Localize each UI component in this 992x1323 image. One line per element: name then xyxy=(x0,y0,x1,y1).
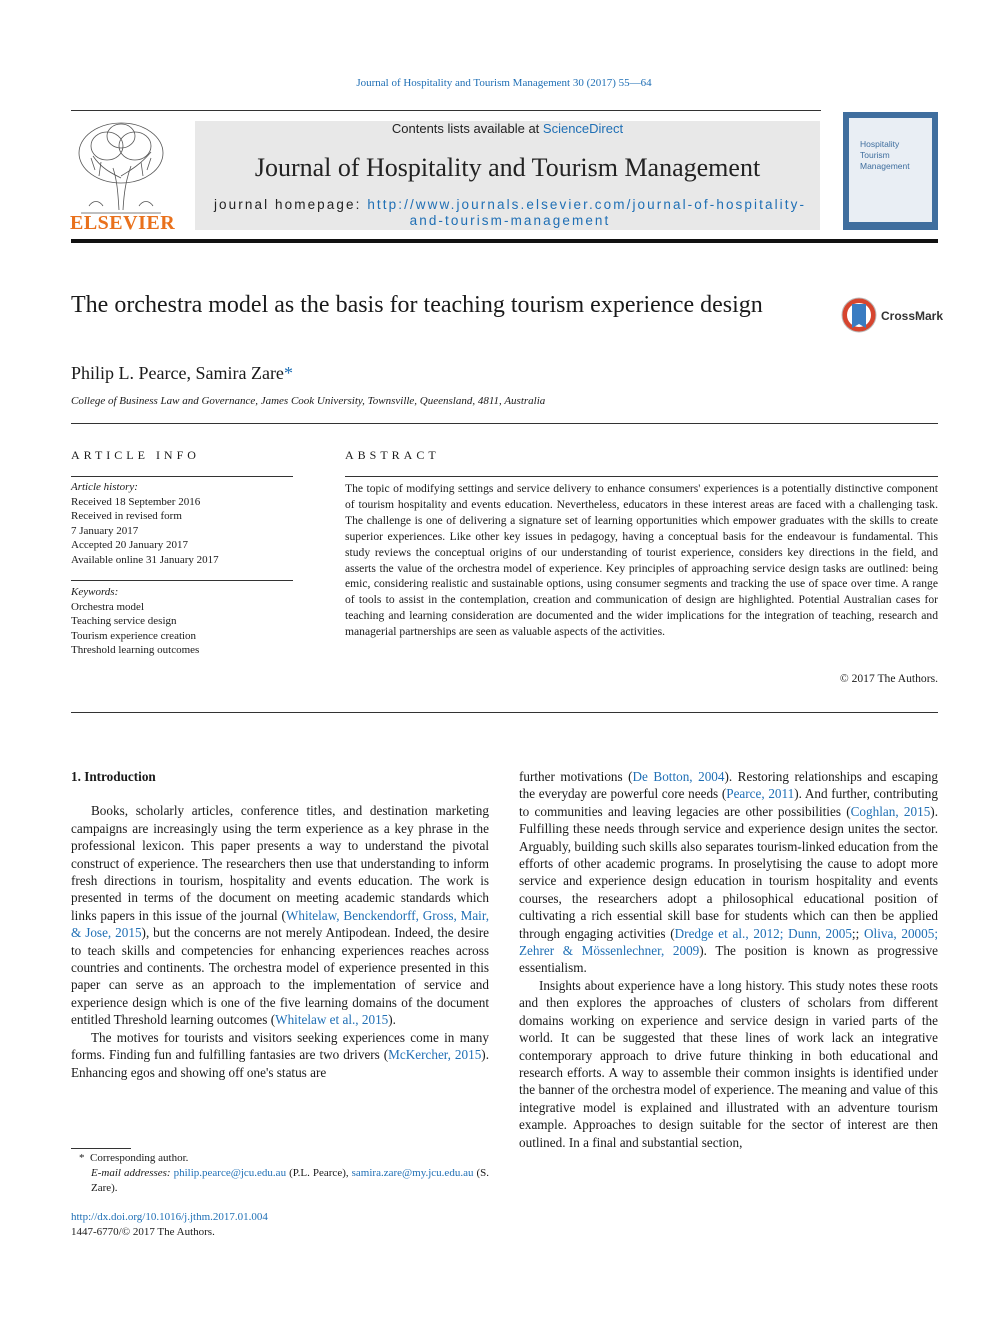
divider xyxy=(71,476,293,477)
divider xyxy=(345,476,938,477)
author-names: Philip L. Pearce, Samira Zare xyxy=(71,363,284,383)
crossmark-label[interactable]: CrossMark xyxy=(881,309,944,323)
paragraph: further motivations (De Botton, 2004). Restoring relationships and escaping the everyday are powerful core needs (Pearce, 2011). And further, contributing to communities and leaving legacies are other possibilities (Coghlan, 2015). Fulfilling these needs through service and experience design unites the sector. Arguably, building such skills also separates tourism-linked education from the efforts of other academic programs. In proselytising the cause to adopt more service and experience design education in tourism hospitality and events courses, the researchers adopt a philosophical educational position of cultivating a rich essential skill base for students which can then be applied through engaging activities (Dredge et al., 2012; Dunn, 2005;; Oliva, 20005; Zehrer & Mössenlechner, 2009). The position is known as progressive essentialism. xyxy=(519,769,939,976)
authors-line xyxy=(71,363,293,384)
header-divider xyxy=(71,239,938,243)
history-item: Accepted 20 January 2017 xyxy=(71,539,188,551)
citation-link[interactable]: De Botton, 2004 xyxy=(632,769,725,784)
homepage-prefix: journal homepage: xyxy=(213,197,368,212)
body-column-right xyxy=(519,768,938,1151)
history-item: Received 18 September 2016 xyxy=(71,495,201,508)
citation-link[interactable]: Pearce, 2011 xyxy=(726,786,795,802)
divider xyxy=(71,423,938,424)
keyword: Orchestra model xyxy=(71,600,144,613)
keyword: Tourism experience creation xyxy=(71,629,197,642)
abstract-copyright: © 2017 The Authors. xyxy=(839,672,938,685)
corresponding-author-mark[interactable]: * xyxy=(283,363,293,383)
issn-line: 1447-6770/© 2017 The Authors. xyxy=(71,1226,215,1238)
paragraph: Books, scholarly articles, conference titles, and destination marketing campaigns are increasingly using the term experience as a key phrase in the professional lexicon. This paper presents a way to understand the pivotal construct of experience. The researchers then use that understanding to inform fresh directions in tourism, hospitality and events education. The work is presented in terms of the document on meeting academic standards which links papers in this issue of the journal (Whitelaw, Benckendorff, Gross, Mair, & Jose, 2015), but the concerns are not merely Antipodean. Indeed, the desire to teach skills and competencies for enhancing experiences reaches across countries and continents. The orchestra model of experience presented in this paper can serve as an approach to the implementation of service and experience design which is one of the five learning domains of the document entitled Threshold learning outcomes (Whitelaw et al., 2015). xyxy=(71,803,490,1028)
divider xyxy=(71,580,293,581)
paragraph: Insights about experience have a long history. This study notes these roots and then explores the approaches of clusters of scholars from different domains working on experience and service design in varied parts of the world. It can be suggested that these lines of work lack an integrative contemporary approach to drive future thinking in both educational and research efforts. A way to assemble their common insights is identified under the banner of the orchestra model of experience. The meaning and value of this integrative model is explained and illustrated with an adventure tourism example. Approaches to design suitable for the sector of interest are then outlined. In a final and substantial section, xyxy=(519,977,938,1150)
doi-link[interactable]: http://dx.doi.org/10.1016/j.jthm.2017.01.004 xyxy=(71,1211,268,1223)
body-column-left xyxy=(71,768,489,1081)
contents-availability xyxy=(195,121,820,136)
email-note: E-mail addresses: philip.pearce@jcu.edu.au (P.L. Pearce), samira.zare@my.jcu.edu.au (S. Zare). xyxy=(91,1167,489,1194)
keyword: Teaching service design xyxy=(71,615,177,627)
journal-title: Journal of Hospitality and Tourism Management xyxy=(254,153,761,182)
email-link[interactable]: samira.zare@my.jcu.edu.au xyxy=(351,1167,474,1179)
sciencedirect-link[interactable]: ScienceDirect xyxy=(542,121,624,136)
footnote-divider xyxy=(71,1148,131,1149)
citation-link[interactable]: Oliva, 20005; Zehrer & Mössenlechner, 2009 xyxy=(519,925,939,959)
publisher-name[interactable]: ELSEVIER xyxy=(70,212,176,234)
journal-cover-title: Hospitality Tourism Management xyxy=(860,139,910,171)
homepage-link[interactable]: http://www.journals.elsevier.com/journal-of-hospitality-and-tourism-management xyxy=(367,197,807,228)
citation-link[interactable]: Dredge et al., 2012; Dunn, 2005 xyxy=(674,925,852,941)
footnote xyxy=(71,1151,489,1196)
citation-link[interactable]: Whitelaw, Benckendorff, Gross, Mair, & Jose, 2015 xyxy=(71,907,490,941)
article-history xyxy=(71,480,219,567)
abstract-text: The topic of modifying settings and service delivery to enhance consumers' experiences is a potentially distinctive component of tourism hospitality and events education. Nevertheless, educators in these interest areas are faced with a challenging task. The challenge is one of delivering a signature set of learning opportunities which empower graduates with the skills to create superior experiences. Like other key issues in pedagogy, having a conceptual basis for the endeavour is fundamental. This study reviews the conceptual origins of our understanding of tourist experience, considers key directions in the field, and asserts the value of the orchestra model of experience. Key principles of approaching service design tasks are outlined: being emic, considering realistic and sustainable options, using consumer segments and tracking the use of space over time. A range of tools to assist in the contemplation, creation and communication of design are highlighted. Potential Australian cases for teaching and learning consideration are documented and the wider implications for the integration of teaching, research and managerial partnerships are seen as valuable aspects of the activities. xyxy=(345,482,938,639)
history-item: Received in revised form xyxy=(71,510,182,522)
doi-block xyxy=(71,1210,268,1240)
history-label: Article history: xyxy=(71,481,138,493)
keyword: Threshold learning outcomes xyxy=(71,644,200,656)
divider xyxy=(71,110,821,111)
journal-citation[interactable]: Journal of Hospitality and Tourism Management 30 (2017) 55—64 xyxy=(356,77,652,89)
keywords xyxy=(71,585,199,658)
article-title: The orchestra model as the basis for teaching tourism experience design xyxy=(71,292,763,318)
paragraph: The motives for tourists and visitors seeking experiences come in many forms. Finding fun and fulfilling fantasies are two drivers (McKercher, 2015). Enhancing egos and showing off one's status are xyxy=(71,1029,489,1080)
email-link[interactable]: philip.pearce@jcu.edu.au xyxy=(173,1167,287,1179)
citation-link[interactable]: Whitelaw et al., 2015 xyxy=(275,1012,389,1028)
history-item: 7 January 2017 xyxy=(71,524,139,537)
citation-link[interactable]: Coghlan, 2015 xyxy=(850,803,931,819)
keywords-label: Keywords: xyxy=(71,586,119,598)
journal-homepage xyxy=(205,197,815,229)
affiliation: College of Business Law and Governance, James Cook University, Townsville, Queensland, 4811, Australia xyxy=(71,395,546,407)
history-item: Available online 31 January 2017 xyxy=(71,553,219,566)
abstract-heading: ABSTRACT xyxy=(345,448,440,462)
section-title: 1. Introduction xyxy=(71,769,156,784)
article-info-heading: ARTICLE INFO xyxy=(71,448,200,462)
citation-link[interactable]: McKercher, 2015 xyxy=(388,1047,482,1063)
contents-prefix: Contents lists available at xyxy=(391,121,543,136)
divider xyxy=(71,712,938,713)
corresponding-note: * Corresponding author. xyxy=(79,1152,189,1164)
